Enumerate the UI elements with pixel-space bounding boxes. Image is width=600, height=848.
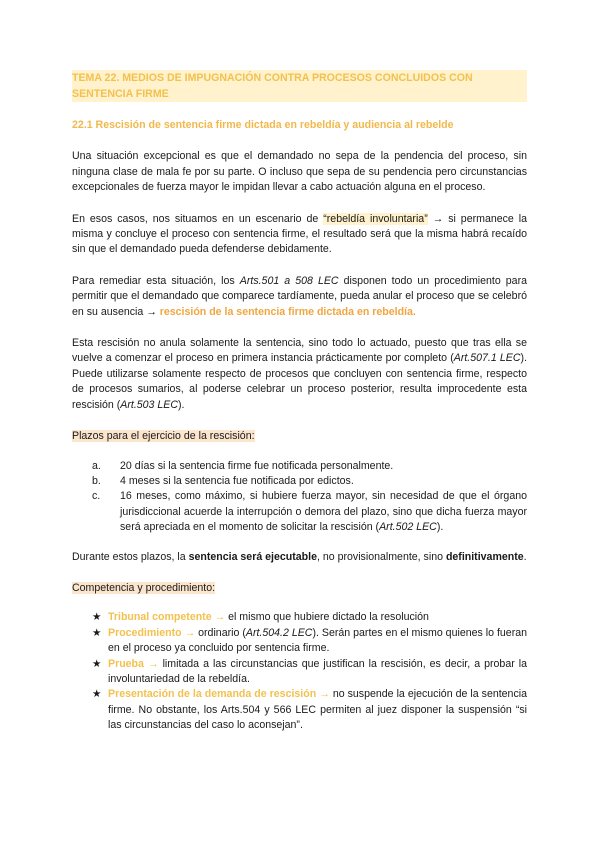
- list-item: ★ Tribunal competente → el mismo que hubiere dictado la resolución: [92, 610, 527, 625]
- section-subtitle: 22.1 Rescisión de sentencia firme dictada en rebeldía y audiencia al rebelde: [72, 119, 454, 131]
- list-item: ★ Prueba → limitada a las circunstancias que justifican la rescisión, es decir, a probar la involuntariedad de la rebeldía.: [92, 657, 528, 685]
- bold-text: sentencia será ejecutable: [188, 550, 317, 563]
- paragraph-intro: Una situación excepcional es que el demandado no sepa de la pendencia del proceso, sin ninguna clase de mala fe por su parte. O incluso que sepa de su pendencia pero circunstancias excepcionales de fuerza mayor le impidan llevar a cabo actuación alguna en el proceso.: [72, 150, 527, 194]
- law-reference: Art.504.2 LEC: [245, 626, 313, 639]
- star-icon: ★: [92, 688, 102, 701]
- paragraph-efectos: Esta rescisión no anula solamente la sentencia, sino todo lo actuado, puesto que tras ella se vuelve a comenzar el proceso en primera instancia prácticamente por completo (Art.507.1 LEC). Puede utilizarse solamente respecto de procesos que concluyen con sentencia firme, respecto de procesos sumarios, al poderse celebrar un proceso posterior, resulta improcedente esta rescisión (Art.503 LEC).: [72, 337, 528, 411]
- law-reference: Art.503 LEC: [120, 398, 178, 411]
- list-item: c. 16 meses, como máximo, si hubiere fuerza mayor, sin necesidad de que el órgano jurisdiccional acuerde la interrupción o demora del plazo, sino que dicha fuerza mayor será apreciada en el momento de solicitar la rescisión (Art.502 LEC).: [92, 490, 527, 534]
- star-icon: ★: [92, 657, 102, 670]
- star-icon: ★: [92, 626, 102, 639]
- law-reference: Art.507.1 LEC: [453, 352, 521, 365]
- plazos-heading: Plazos para el ejercicio de la rescisión:: [72, 430, 255, 443]
- page-title: TEMA 22. MEDIOS DE IMPUGNACIÓN CONTRA PROCESOS CONCLUIDOS CON SENTENCIA FIRME: [72, 70, 527, 102]
- competencia-list: [72, 610, 527, 733]
- paragraph-rebeldia: En esos casos, nos situamos en un escenario de “rebeldía involuntaria” → si permanece la misma y concluye el proceso con sentencia firme, el resultado será que la misma habrá recaído sin que el demandado pueda defenderse debidamente.: [72, 212, 527, 256]
- highlight-rebeldia-involuntaria: “rebeldía involuntaria”: [323, 212, 428, 225]
- list-item: ★ Procedimiento → ordinario (Art.504.2 LEC). Serán partes en el mismo quienes lo fueran en el proceso ya concluido por sentencia firme.: [92, 626, 528, 655]
- highlight-rescision: rescisión de la sentencia firme dictada en rebeldía.: [159, 305, 416, 318]
- law-reference: Art.502 LEC: [379, 521, 437, 534]
- list-item: a. 20 días si la sentencia firme fue notificada personalmente.: [92, 459, 394, 472]
- document-page: [72, 70, 527, 734]
- bold-text: definitivamente: [445, 550, 524, 563]
- plazos-list: [72, 459, 527, 536]
- list-item: b. 4 meses si la sentencia fue notificada por edictos.: [92, 474, 354, 487]
- paragraph-remedio: Para remediar esta situación, los Arts.501 a 508 LEC disponen todo un procedimiento para permitir que el demandado que comparece tardíamente, pueda anular el proceso que se celebró en su ausencia → rescisión de la sentencia firme dictada en rebeldía.: [72, 274, 527, 318]
- list-item: ★ Presentación de la demanda de rescisión → no suspende la ejecución de la sentencia firme. No obstante, los Arts.504 y 566 LEC permiten al juez disponer la suspensión “si las circunstancias del caso lo aconsejan”.: [92, 688, 527, 732]
- competencia-heading: Competencia y procedimiento:: [72, 581, 216, 594]
- paragraph-ejecutable: Durante estos plazos, la sentencia será ejecutable, no provisionalmente, sino definitivamente.: [72, 550, 527, 563]
- star-icon: ★: [92, 611, 102, 624]
- law-reference: Arts.501 a 508 LEC: [239, 274, 339, 287]
